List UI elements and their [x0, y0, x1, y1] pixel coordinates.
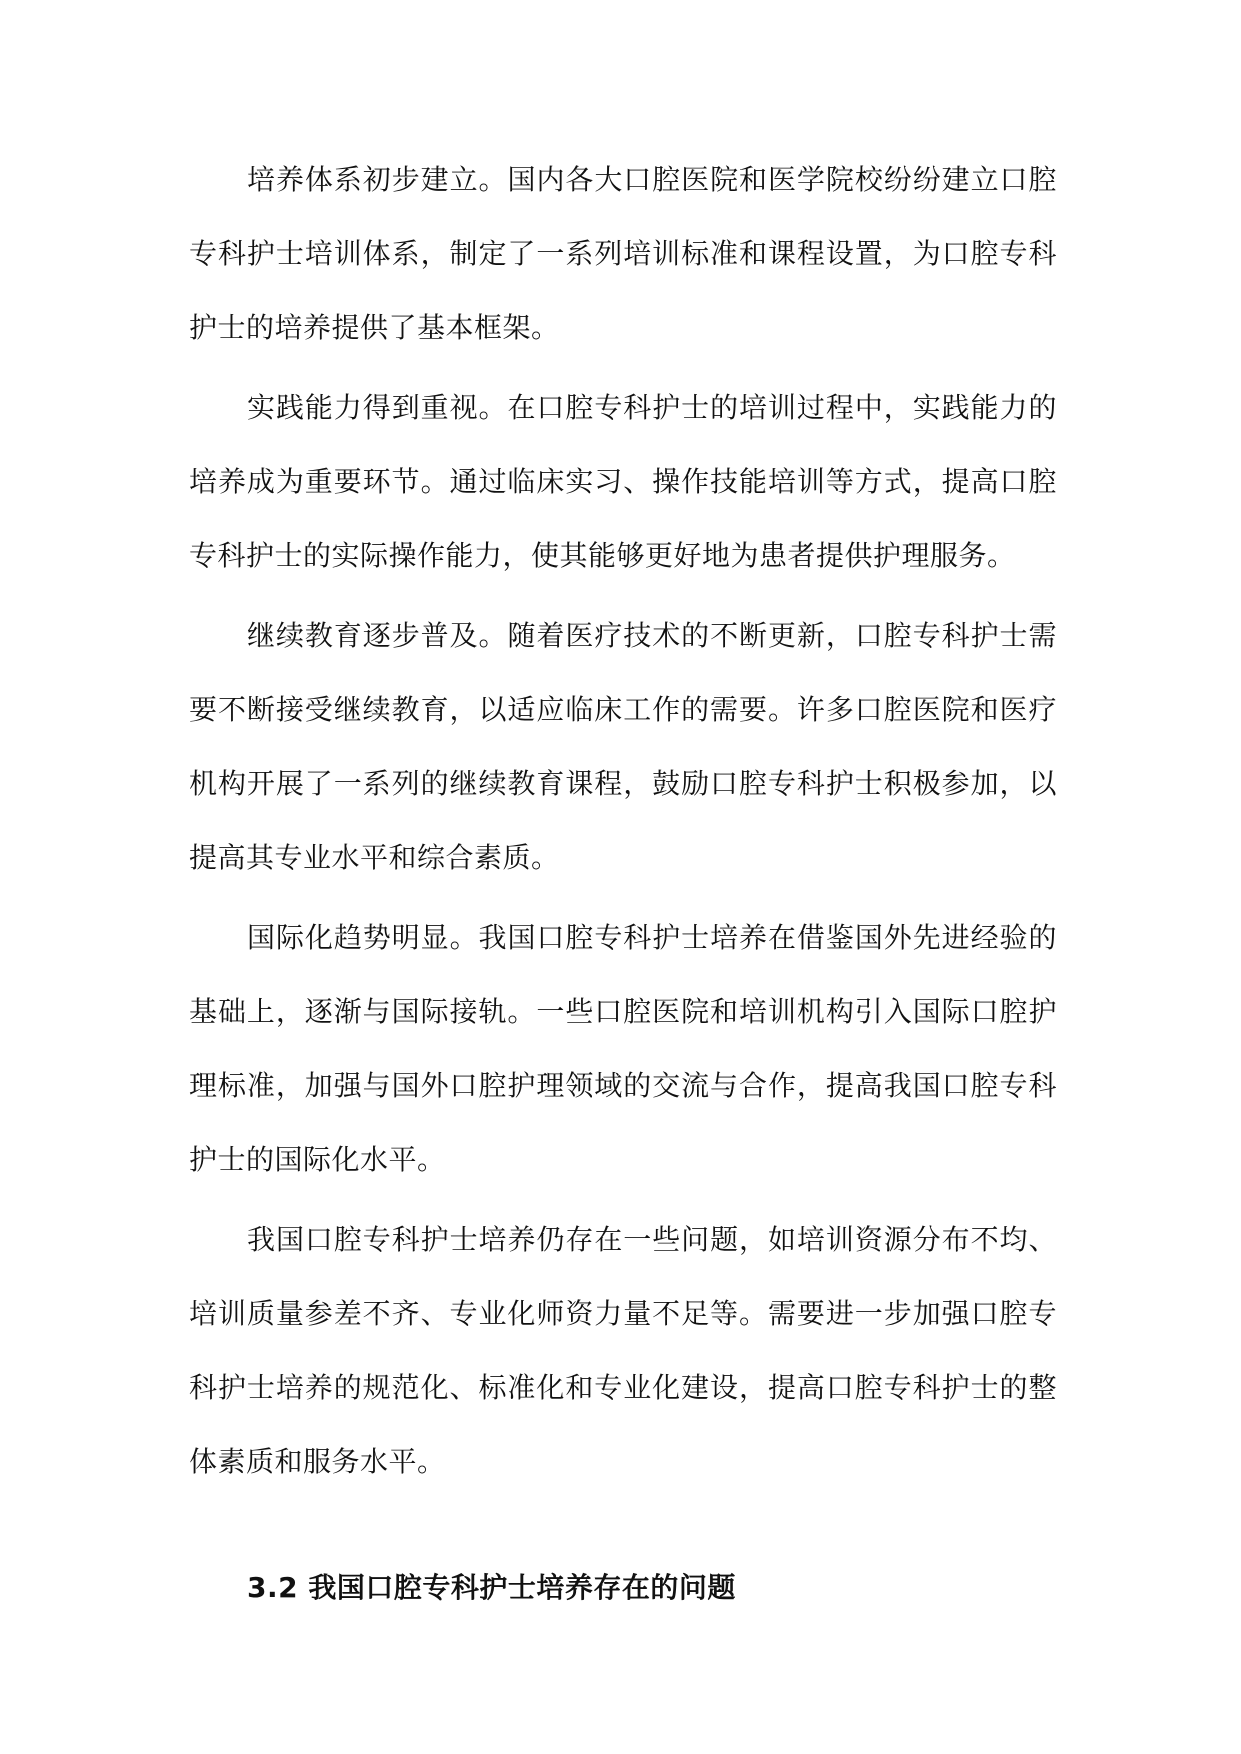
paragraph-continuing-education: 继续教育逐步普及。随着医疗技术的不断更新，口腔专科护士需要不断接受继续教育，以适应临床工作的需要。许多口腔医院和医疗机构开展了一系列的继续教育课程，鼓励口腔专科护士积极参加，以提高其专业水平和综合素质。 [189, 619, 1057, 874]
section-heading: 3.2 我国口腔专科护士培养存在的问题 [247, 1571, 736, 1604]
document-body [189, 143, 1057, 1625]
paragraph-practical-ability: 实践能力得到重视。在口腔专科护士的培训过程中，实践能力的培养成为重要环节。通过临床实习、操作技能培训等方式，提高口腔专科护士的实际操作能力，使其能够更好地为患者提供护理服务。 [189, 391, 1057, 572]
paragraph-existing-problems: 我国口腔专科护士培养仍存在一些问题，如培训资源分布不均、培训质量参差不齐、专业化师资力量不足等。需要进一步加强口腔专科护士培养的规范化、标准化和专业化建设，提高口腔专科护士的整体素质和服务水平。 [189, 1223, 1057, 1478]
paragraph-internationalization: 国际化趋势明显。我国口腔专科护士培养在借鉴国外先进经验的基础上，逐渐与国际接轨。一些口腔医院和培训机构引入国际口腔护理标准，加强与国外口腔护理领域的交流与合作，提高我国口腔专科护士的国际化水平。 [189, 921, 1057, 1176]
paragraph-training-system: 培养体系初步建立。国内各大口腔医院和医学院校纷纷建立口腔专科护士培训体系，制定了一系列培训标准和课程设置，为口腔专科护士的培养提供了基本框架。 [189, 163, 1057, 344]
